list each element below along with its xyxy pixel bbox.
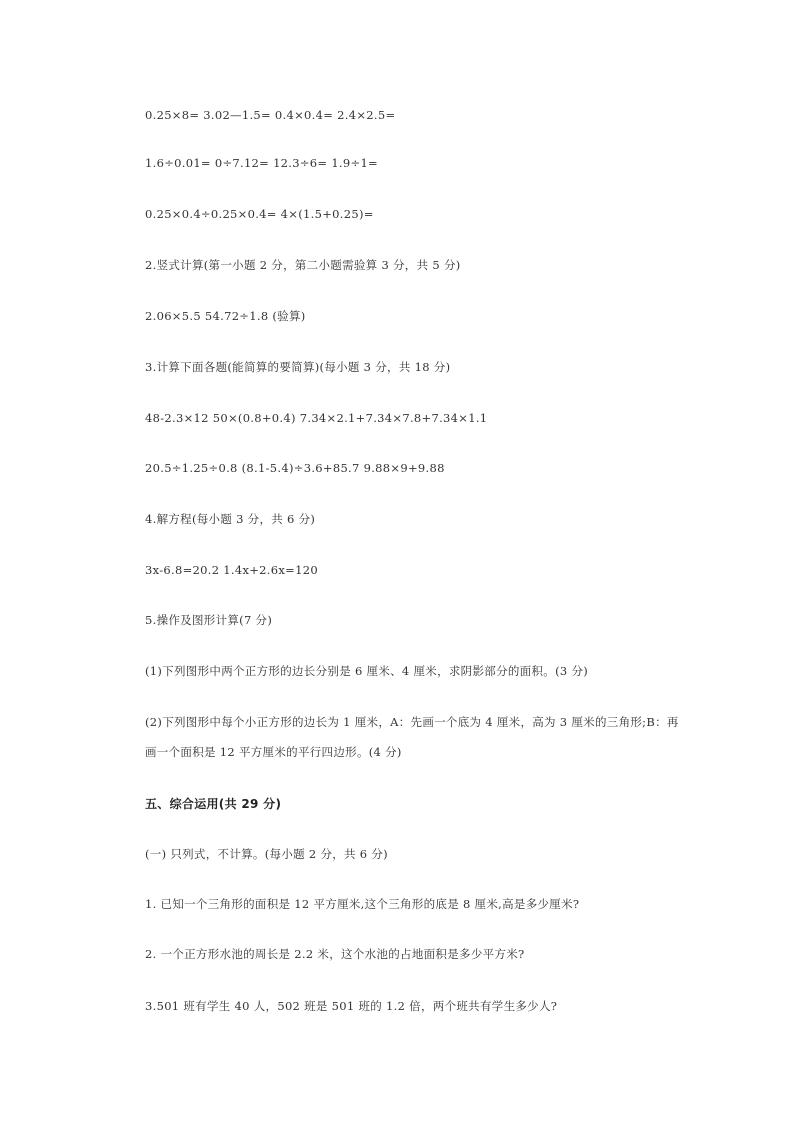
section-five-title: 五、综合运用(共 29 分) bbox=[145, 797, 282, 811]
calc-row-3: 0.25×0.4÷0.25×0.4= 4×(1.5+0.25)= bbox=[145, 207, 374, 221]
q2-items: 2.06×5.5 54.72÷1.8 (验算) bbox=[145, 309, 306, 323]
calc-row-2: 1.6÷0.01= 0÷7.12= 12.3÷6= 1.9÷1= bbox=[145, 156, 378, 170]
q2-title: 2.竖式计算(第一小题 2 分，第二小题需验算 3 分，共 5 分) bbox=[145, 258, 461, 272]
word-problem-1: 1. 已知一个三角形的面积是 12 平方厘米,这个三角形的底是 8 厘米,高是多少厘米? bbox=[145, 897, 580, 911]
word-problem-3: 3.501 班有学生 40 人，502 班是 501 班的 1.2 倍，两个班共有学生多少人? bbox=[145, 999, 558, 1013]
q4-title: 4.解方程(每小题 3 分，共 6 分) bbox=[145, 512, 316, 526]
q5-title: 5.操作及图形计算(7 分) bbox=[145, 613, 273, 627]
q3-row-1: 48-2.3×12 50×(0.8+0.4) 7.34×2.1+7.34×7.8+7.34×1.1 bbox=[145, 411, 488, 425]
q4-items: 3x-6.8=20.2 1.4x+2.6x=120 bbox=[145, 563, 318, 577]
q5-part-2-line-2: 画一个面积是 12 平方厘米的平行四边形。(4 分) bbox=[145, 745, 402, 759]
q3-row-2: 20.5÷1.25÷0.8 (8.1-5.4)÷3.6+85.7 9.88×9+9.88 bbox=[145, 461, 445, 475]
word-problem-2: 2. 一个正方形水池的周长是 2.2 米，这个水池的占地面积是多少平方米? bbox=[145, 947, 525, 961]
q5-part-1: (1)下列图形中两个正方形的边长分别是 6 厘米、4 厘米，求阴影部分的面积。(3 分) bbox=[145, 664, 589, 678]
section-five-subtitle: (一) 只列式，不计算。(每小题 2 分，共 6 分) bbox=[145, 847, 388, 861]
q3-title: 3.计算下面各题(能简算的要简算)(每小题 3 分，共 18 分) bbox=[145, 360, 451, 374]
calc-row-1: 0.25×8= 3.02—1.5= 0.4×0.4= 2.4×2.5= bbox=[145, 108, 396, 122]
q5-part-2-line-1: (2)下列图形中每个小正方形的边长为 1 厘米，A：先画一个底为 4 厘米，高为 3 厘米的三角形;B：再 bbox=[145, 715, 679, 729]
